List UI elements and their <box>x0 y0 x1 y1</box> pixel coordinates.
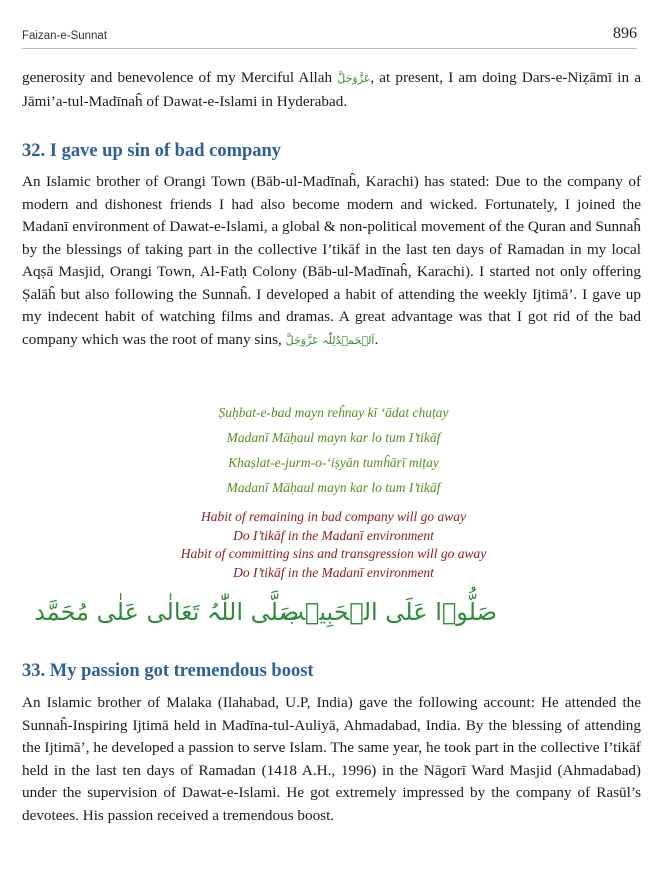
translation-line: Habit of committing sins and transgression will go away <box>180 546 487 561</box>
salutation-left: صَلَّی اللّٰہُ تَعَالٰی عَلٰی مُحَمَّد <box>34 598 299 626</box>
poem-line: Madanī Māḥaul mayn kar lo tum I’tikāf <box>226 480 441 495</box>
section-33-text: An Islamic brother of Malaka (Ilahabad, U.P, India) gave the following account: He attended the Sunnaĥ-Inspiring Ijtimā held in Madīna-tul-Auliyā, Ahmadabad, India. By the blessing of attending the Ijtimā’, he developed a passion to serve Islam. The same year, he took part in the collective I’tikāf held in the last ten days of Ramadan (1418 A.H., 1996) in the Nāgorī Ward Masjid (Ahmadabad) under the supervision of Dawat-e-Islami. He got extremely impressed by the company of Rasūl’s devotees. His passion received a tremendous boost. <box>22 694 641 824</box>
section-32-paragraph <box>22 171 641 352</box>
page-number: 896 <box>613 25 637 42</box>
section-33-paragraph <box>22 692 641 827</box>
translation-line: Do I’tikāf in the Madanī environment <box>233 564 434 580</box>
poem-translation <box>0 508 667 582</box>
salutation-right: صَلُّوۡا عَلَی الۡحَبِیۡب <box>281 598 497 626</box>
book-title: Faizan-e-Sunnat <box>22 30 108 42</box>
poem-line: Madanī Māḥaul mayn kar lo tum I’tikāf <box>226 430 441 445</box>
poem-line: Khaṣlat-e-jurm-o-‘iṣyān tumĥārī miṭay <box>228 455 439 470</box>
translation-line: Habit of remaining in bad company will go away <box>201 509 466 524</box>
section-33-heading: 33. My passion got tremendous boost <box>22 661 314 681</box>
intro-text-after: , at present, I am doing Dars-e-Niẓāmī in a Jāmi’a-tul-Madīnaĥ of Dawat-e-Islami in Hyderabad. <box>22 69 641 110</box>
translation-line: Do I’tikāf in the Madanī environment <box>233 527 434 543</box>
arabic-salutation <box>0 590 667 640</box>
intro-paragraph <box>22 67 641 113</box>
section-32-heading: 32. I gave up sin of bad company <box>22 141 282 161</box>
page-header <box>22 22 637 49</box>
poem-transliteration <box>0 400 667 500</box>
poem-line: Ṣuḥbat-e-bad mayn reĥnay kī ‘ādat chuṭay <box>218 405 449 420</box>
section-32-text: An Islamic brother of Orangi Town (Bāb-ul-Madīnaĥ, Karachi) has stated: Due to the company of modern and dishonest friends I had also become modern and wicked. Fortunately, I joined the Madanī environment of Dawat-e-Islami, a global & non-political movement of the Quran and Sunnaĥ by the blessings of taking part in the collective I’tikāf in the last ten days of Ramadan in my local Aqṣā Masjid, Orangi Town, Al-Fatḥ Colony (Bāb-ul-Madīnaĥ, Karachi). I started not only offering Ṣalāĥ but also following the Sunnaĥ. I developed a habit of attending the weekly Ijtimā’. I gave up my indecent habit of watching films and dramas. A great advantage was that I got rid of the bad company which was the root of many sins, <box>22 173 641 348</box>
arabic-praise-glyph: اَلۡحَمۡدُلِلّٰہ عَزَّوَجَلَّ <box>285 333 375 347</box>
arabic-honorific-glyph: عَزَّوَجَلَّ <box>337 72 371 85</box>
intro-text-before: generosity and benevolence of my Merciful Allah <box>22 69 338 86</box>
section-32-end: . <box>374 330 379 348</box>
